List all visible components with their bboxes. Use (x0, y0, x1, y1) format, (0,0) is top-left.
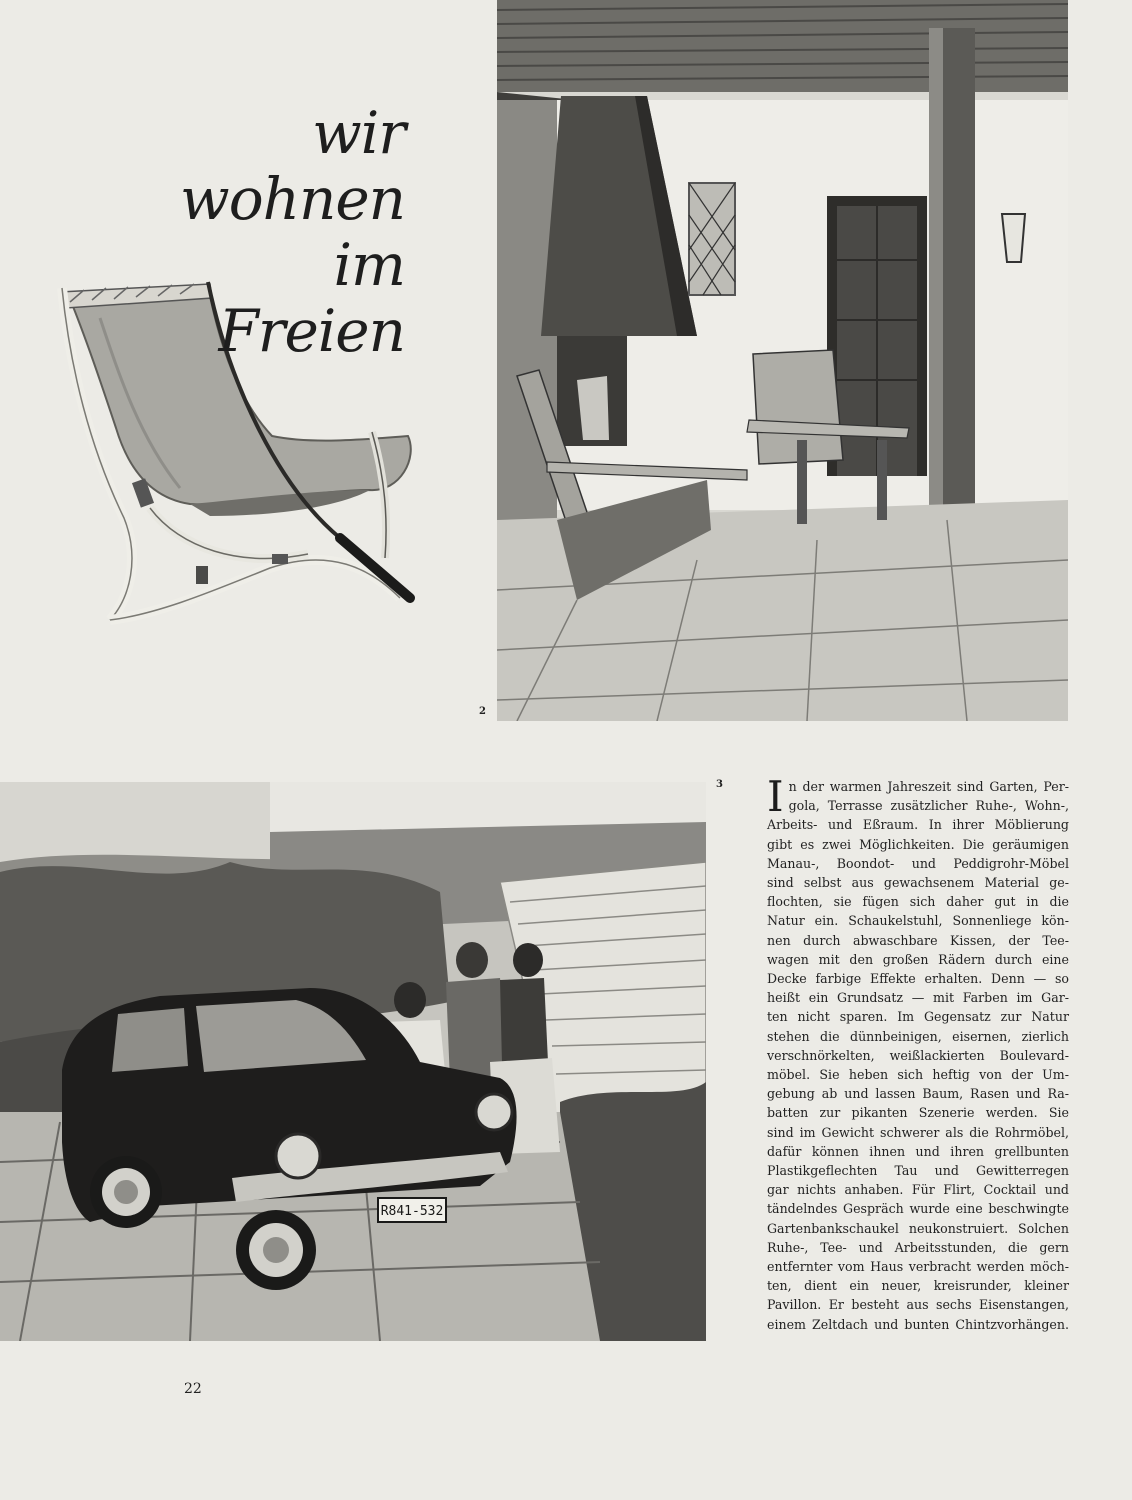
article-line: heißt ein Grundsatz — mit Farben im Gar- (767, 990, 1069, 1006)
article-line: Ruhe-, Tee- und Arbeitsstunden, die gern (767, 1239, 1069, 1255)
article-line: Gartenbankschaukel neukonstruiert. Solchen (767, 1220, 1069, 1236)
title-line-4: Freien (218, 297, 405, 365)
article-line: sind im Gewicht schwerer als die Rohrmöbel, (767, 1124, 1069, 1140)
article-line: n der warmen Jahreszeit sind Garten, Per- (788, 779, 1069, 794)
article-line: Manau-, Boondot- und Peddigrohr-Möbel (767, 855, 1069, 871)
article-line: tändelndes Gespräch wurde eine beschwingte (767, 1201, 1069, 1217)
article-line: Decke farbige Effekte erhalten. Denn — so (767, 971, 1069, 987)
article-line: Pavillon. Er besteht aus sechs Eisenstangen, (767, 1297, 1069, 1313)
article-body (767, 772, 1069, 1334)
page-number: 22 (184, 1381, 202, 1397)
title-line-3: im (333, 231, 405, 299)
article-line: wagen mit den großen Rädern durch eine (767, 951, 1069, 967)
title-line-1: wir (312, 99, 405, 167)
title-line-2: wohnen (180, 165, 405, 233)
article-line: Natur ein. Schaukelstuhl, Sonnenliege kön- (767, 913, 1069, 929)
article-line: flochten, sie fügen sich daher gut in die (767, 894, 1069, 910)
figure-number-2: 2 (479, 706, 486, 717)
article-line: verschnörkelten, weißlackierten Boulevard- (767, 1047, 1069, 1063)
article-line: ten nicht sparen. Im Gegensatz zur Natur (767, 1009, 1069, 1025)
license-plate-text: R841-532 (380, 1204, 444, 1219)
terrace-photo (497, 0, 1068, 721)
article-line: gar nichts anhaben. Für Flirt, Cocktail und (767, 1182, 1069, 1198)
article-line: gibt es zwei Möglichkeiten. Die geräumigen (767, 836, 1069, 852)
figure-number-3: 3 (716, 779, 723, 790)
article-line: gola, Terrasse zusätzlicher Ruhe-, Wohn-, (788, 798, 1069, 814)
article-line: sind selbst aus gewachsenem Material ge- (767, 875, 1069, 891)
article-line: einem Zeltdach und bunten Chintzvorhängen. (767, 1316, 1069, 1332)
article-line: Plastikgeflechten Tau und Gewitterregen (767, 1163, 1069, 1179)
car-garden-photo (0, 782, 706, 1341)
article-line: gebung ab und lassen Baum, Rasen und Ra- (767, 1086, 1069, 1102)
article-line: entfernter vom Haus verbracht werden möch- (767, 1259, 1069, 1275)
article-line: möbel. Sie heben sich heftig von der Um- (767, 1067, 1069, 1083)
article-line: ten, dient ein neuer, kreisrunder, kleiner (767, 1278, 1069, 1294)
article-line: nen durch abwaschbare Kissen, der Tee- (767, 932, 1069, 948)
article-line: stehen die dünnbeinigen, eisernen, zierlich (767, 1028, 1069, 1044)
article-line: batten zur pikanten Szenerie werden. Sie (767, 1105, 1069, 1121)
article-line: dafür können ihnen und ihren grellbunten (767, 1143, 1069, 1159)
article-title (150, 100, 405, 364)
article-line: Arbeits- und Eßraum. In ihrer Möblierung (767, 817, 1069, 833)
drop-cap: I (767, 772, 784, 821)
